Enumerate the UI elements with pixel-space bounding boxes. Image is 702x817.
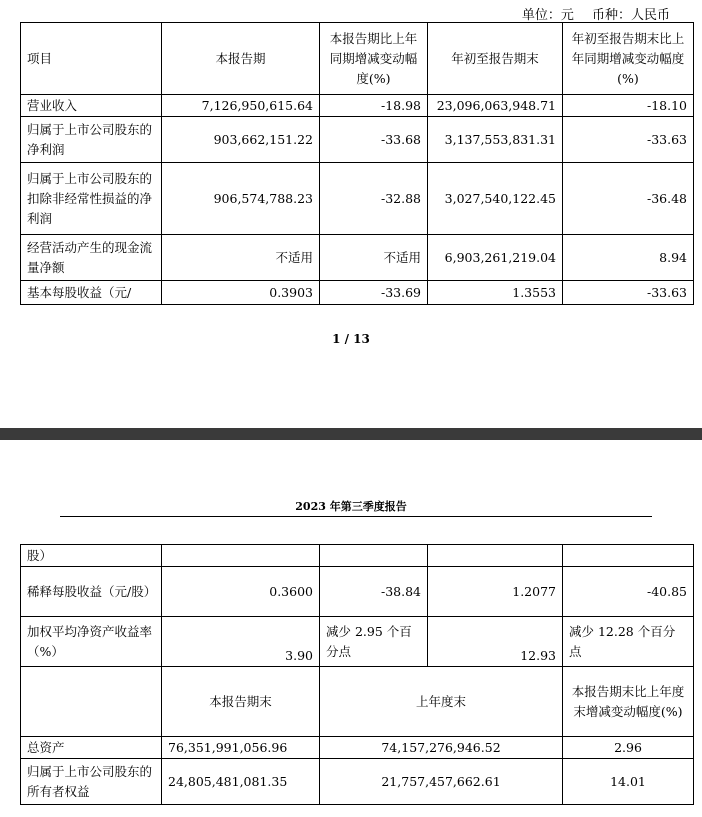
header-period-end: 本报告期末 (162, 667, 320, 737)
cell-value: 1.2077 (428, 567, 563, 617)
table-row (21, 281, 694, 305)
cell-value: 3,027,540,122.45 (428, 163, 563, 235)
cell-value: -33.63 (563, 117, 694, 163)
cell-value: 3.90 (162, 617, 320, 667)
page-gap (0, 440, 702, 468)
cell-value (320, 545, 428, 567)
row-label: 加权平均净资产收益率（%） (21, 617, 162, 667)
cell-value: 减少 12.28 个百分点 (563, 617, 694, 667)
page-separator (0, 428, 702, 440)
header-current-period: 本报告期 (162, 23, 320, 95)
cell-value: 6,903,261,219.04 (428, 235, 563, 281)
table-row (21, 163, 694, 235)
cell-value: -33.68 (320, 117, 428, 163)
cell-value (428, 545, 563, 567)
header-item: 项目 (21, 23, 162, 95)
cell-value: 0.3903 (162, 281, 320, 305)
unit-label: 单位：元 (521, 8, 574, 23)
page-number: 1 / 13 (332, 332, 370, 346)
header-divider (60, 516, 652, 517)
header-empty (21, 667, 162, 737)
cell-value: -38.84 (320, 567, 428, 617)
cell-value: -18.98 (320, 95, 428, 117)
row-label: 归属于上市公司股东的净利润 (21, 117, 162, 163)
cell-value: 8.94 (563, 235, 694, 281)
cell-value: 14.01 (563, 759, 694, 805)
table-row (21, 617, 694, 667)
cell-value: 2.96 (563, 737, 694, 759)
cell-value: 903,662,151.22 (162, 117, 320, 163)
financial-table-2 (20, 544, 694, 805)
row-label: 归属于上市公司股东的所有者权益 (21, 759, 162, 805)
cell-value: 不适用 (320, 235, 428, 281)
cell-value: -36.48 (563, 163, 694, 235)
table-row (21, 95, 694, 117)
header-ytd-change: 年初至报告期末比上年同期增减变动幅度(%) (563, 23, 694, 95)
header-change: 本报告期末比上年度末增减变动幅度(%) (563, 667, 694, 737)
row-label: 营业收入 (21, 95, 162, 117)
table-row (21, 117, 694, 163)
table-header-row (21, 667, 694, 737)
financial-table-1 (20, 22, 694, 305)
cell-value: -18.10 (563, 95, 694, 117)
cell-value: 24,805,481,081.35 (162, 759, 320, 805)
cell-value: -32.88 (320, 163, 428, 235)
table-row (21, 567, 694, 617)
table-header-row (21, 23, 694, 95)
table-row (21, 545, 694, 567)
cell-value: -33.63 (563, 281, 694, 305)
unit-line (508, 4, 670, 23)
currency-label: 币种：人民币 (591, 8, 670, 23)
cell-value: -40.85 (563, 567, 694, 617)
row-label: 总资产 (21, 737, 162, 759)
cell-value: 76,351,991,056.96 (162, 737, 320, 759)
cell-value: 1.3553 (428, 281, 563, 305)
cell-value: -33.69 (320, 281, 428, 305)
row-label: 基本每股收益（元/ (21, 281, 162, 305)
cell-value: 3,137,553,831.31 (428, 117, 563, 163)
cell-value (162, 545, 320, 567)
row-label: 经营活动产生的现金流量净额 (21, 235, 162, 281)
cell-value: 7,126,950,615.64 (162, 95, 320, 117)
header-current-change: 本报告期比上年同期增减变动幅度(%) (320, 23, 428, 95)
cell-value: 12.93 (428, 617, 563, 667)
cell-value: 减少 2.95 个百分点 (320, 617, 428, 667)
cell-value: 23,096,063,948.71 (428, 95, 563, 117)
table-row (21, 235, 694, 281)
row-label: 归属于上市公司股东的扣除非经常性损益的净利润 (21, 163, 162, 235)
cell-value: 21,757,457,662.61 (320, 759, 563, 805)
header-last-year-end: 上年度末 (320, 667, 563, 737)
table-row (21, 737, 694, 759)
row-label: 稀释每股收益（元/股） (21, 567, 162, 617)
row-label: 股） (21, 545, 162, 567)
cell-value: 906,574,788.23 (162, 163, 320, 235)
cell-value: 74,157,276,946.52 (320, 737, 563, 759)
table-row (21, 759, 694, 805)
header-ytd: 年初至报告期末 (428, 23, 563, 95)
cell-value: 0.3600 (162, 567, 320, 617)
cell-value (563, 545, 694, 567)
page-2-header: 2023 年第三季度报告 (295, 500, 407, 513)
cell-value: 不适用 (162, 235, 320, 281)
